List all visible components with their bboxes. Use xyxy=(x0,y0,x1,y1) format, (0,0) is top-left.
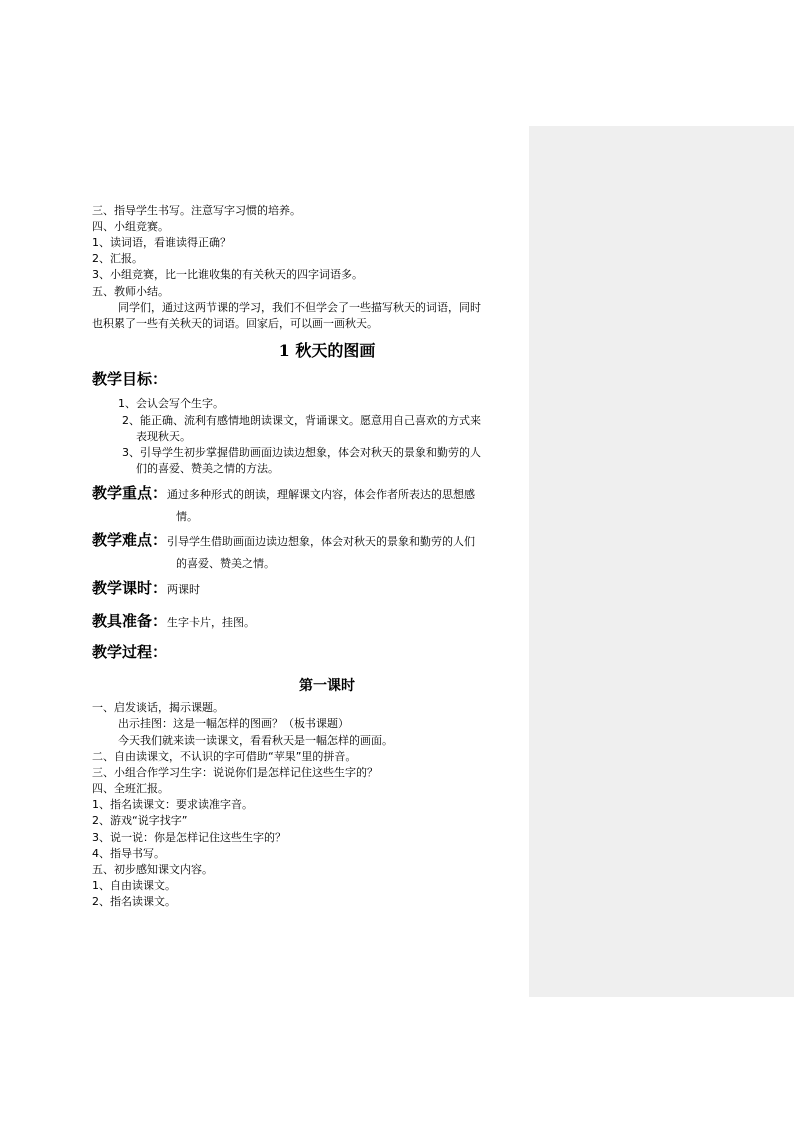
text-line: 1、读词语，看谁读得正确？ xyxy=(92,236,231,249)
goal-item: 表现秋天。 xyxy=(136,430,191,443)
text-line: 也积累了一些有关秋天的词语。回家后，可以画一画秋天。 xyxy=(92,317,378,330)
lesson-line: 四、全班汇报。 xyxy=(92,782,169,795)
comment-margin-pane xyxy=(529,126,794,997)
lesson-line: 今天我们就来读一读课文，看看秋天是一幅怎样的画面。 xyxy=(118,734,393,747)
lesson-line: 1、指名读课文：要求读准字音。 xyxy=(92,798,253,811)
text-line: 3、小组竞赛，比一比谁收集的有关秋天的四字词语多。 xyxy=(92,268,363,281)
lesson-line: 二、自由读课文，不认识的字可借助“苹果”里的拼音。 xyxy=(92,750,357,763)
goal-item: 们的喜爱、赞美之情的方法。 xyxy=(136,462,279,475)
difficulties-label: 教学难点： xyxy=(92,531,168,549)
lesson-title: 1 秋天的图画 xyxy=(278,341,376,360)
key-points-text: 通过多种形式的朗读，理解课文内容，体会作者所表达的思想感 xyxy=(167,488,476,501)
goals-heading: 教学目标： xyxy=(92,370,168,388)
key-points-label: 教学重点： xyxy=(92,484,168,502)
lesson-line: 1、自由读课文。 xyxy=(92,879,176,892)
lesson-line: 三、小组合作学习生字：说说你们是怎样记住这些生字的？ xyxy=(92,766,378,779)
goal-item: 3、引导学生初步掌握借助画面边读边想象，体会对秋天的景象和勤劳的人 xyxy=(122,446,481,459)
key-points-text-cont: 情。 xyxy=(176,510,198,523)
lesson-line: 3、说一说：你是怎样记住这些生字的？ xyxy=(92,831,286,844)
key-points-heading xyxy=(92,483,475,505)
lesson-line: 一、启发谈话，揭示课题。 xyxy=(92,701,224,714)
materials-heading xyxy=(92,611,255,633)
lesson-line: 2、指名读课文。 xyxy=(92,895,176,908)
class-hours-label: 教学课时： xyxy=(92,579,168,597)
process-heading: 教学过程： xyxy=(92,643,168,661)
difficulties-heading xyxy=(92,530,475,552)
materials-text: 生字卡片，挂图。 xyxy=(167,616,256,629)
materials-label: 教具准备： xyxy=(92,612,168,630)
first-lesson-title: 第一课时 xyxy=(299,678,355,694)
text-line: 四、小组竞赛。 xyxy=(92,220,169,233)
text-line: 同学们，通过这两节课的学习，我们不但学会了一些描写秋天的词语，同时 xyxy=(118,301,481,314)
goal-item: 1、会认会写个生字。 xyxy=(118,397,224,410)
difficulties-text: 引导学生借助画面边读边想象，体会对秋天的景象和勤劳的人们 xyxy=(167,535,476,548)
lesson-line: 五、初步感知课文内容。 xyxy=(92,863,213,876)
difficulties-text-cont: 的喜爱、赞美之情。 xyxy=(176,557,275,570)
class-hours-heading xyxy=(92,578,200,600)
lesson-line: 出示挂图：这是一幅怎样的图画？（板书课题） xyxy=(118,717,349,730)
goal-item: 2、能正确、流利有感情地朗读课文，背诵课文。愿意用自己喜欢的方式来 xyxy=(122,414,481,427)
lesson-line: 2、游戏“说字找字” xyxy=(92,814,188,827)
text-line: 2、汇报。 xyxy=(92,252,143,265)
text-line: 五、教师小结。 xyxy=(92,285,169,298)
class-hours-text: 两课时 xyxy=(167,583,201,596)
lesson-line: 4、指导书写。 xyxy=(92,847,165,860)
text-line: 三、指导学生书写。注意写字习惯的培养。 xyxy=(92,204,301,217)
